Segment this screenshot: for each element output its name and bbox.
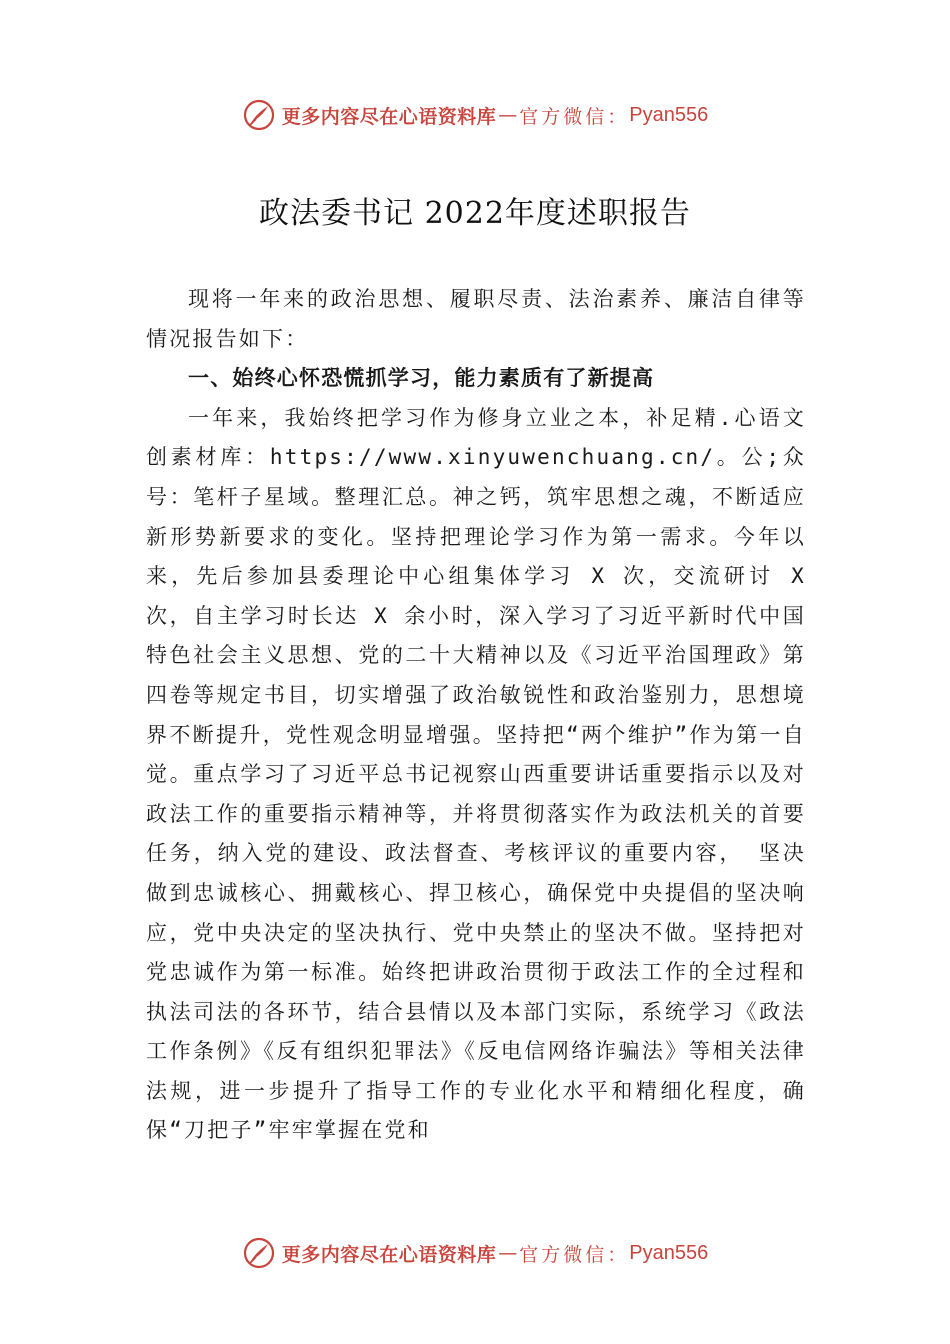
banner-wechat-label: 官方微信：: [519, 105, 630, 128]
document-body: [146, 280, 806, 1151]
banner-separator: —: [498, 1242, 518, 1264]
intro-paragraph: 现将一年来的政治思想、履职尽责、法治素养、廉洁自律等情况报告如下：: [146, 287, 806, 351]
quill-pen-logo-icon: [242, 98, 276, 132]
footer-banner: [0, 1233, 950, 1273]
banner-wechat-label: 官方微信：: [519, 1243, 630, 1266]
banner-separator: —: [498, 104, 518, 126]
banner-wechat-id: Pyan556: [629, 1241, 709, 1264]
header-banner: [0, 95, 950, 135]
banner-promo-text: 更多内容尽在心语资料库: [281, 1243, 497, 1266]
quill-pen-logo-icon: [242, 1236, 276, 1270]
document-title: 政法委书记 2022年度述职报告: [259, 196, 691, 231]
section-heading: 一、始终心怀恐慌抓学习，能力素质有了新提高: [188, 366, 655, 391]
section-paragraph: 一年来，我始终把学习作为修身立业之本，补足精.心语文创素材库：https://www.xinyuwenchuang.cn/。公;众号：笔杆子星域。整理汇总。神之钙，筑牢思想之魂，不断适应新形势新要求的变化。坚持把理论学习作为第一需求。今年以来，先后参加县委理论中心组集体学习 X 次，交流研讨 X 次，自主学习时长达 X 余小时，深入学习了习近平新时代中国特色社会主义思想、党的二十大精神以及《习近平治国理政》第四卷等规定书目，切实增强了政治敏锐性和政治鉴别力，思想境界不断提升，党性观念明显增强。坚持把“两个维护”作为第一自觉。重点学习了习近平总书记视察山西重要讲话重要指示以及对政法工作的重要指示精神等，并将贯彻落实作为政法机关的首要任务，纳入党的建设、政法督查、考核评议的重要内容， 坚决做到忠诚核心、拥戴核心、捍卫核心，确保党中央提倡的坚决响应，党中央决定的坚决执行、党中央禁止的坚决不做。坚持把对党忠诚作为第一标准。始终把讲政治贯彻于政法工作的全过程和执法司法的各环节，结合县情以及本部门实际，系统学习《政法工作条例》《反有组织犯罪法》《反电信网络诈骗法》等相关法律法规，进一步提升了指导工作的专业化水平和精细化程度，确保“刀把子”牢牢掌握在党和: [146, 405, 806, 1143]
banner-wechat-id: Pyan556: [629, 103, 709, 126]
banner-promo-text: 更多内容尽在心语资料库: [281, 105, 497, 128]
